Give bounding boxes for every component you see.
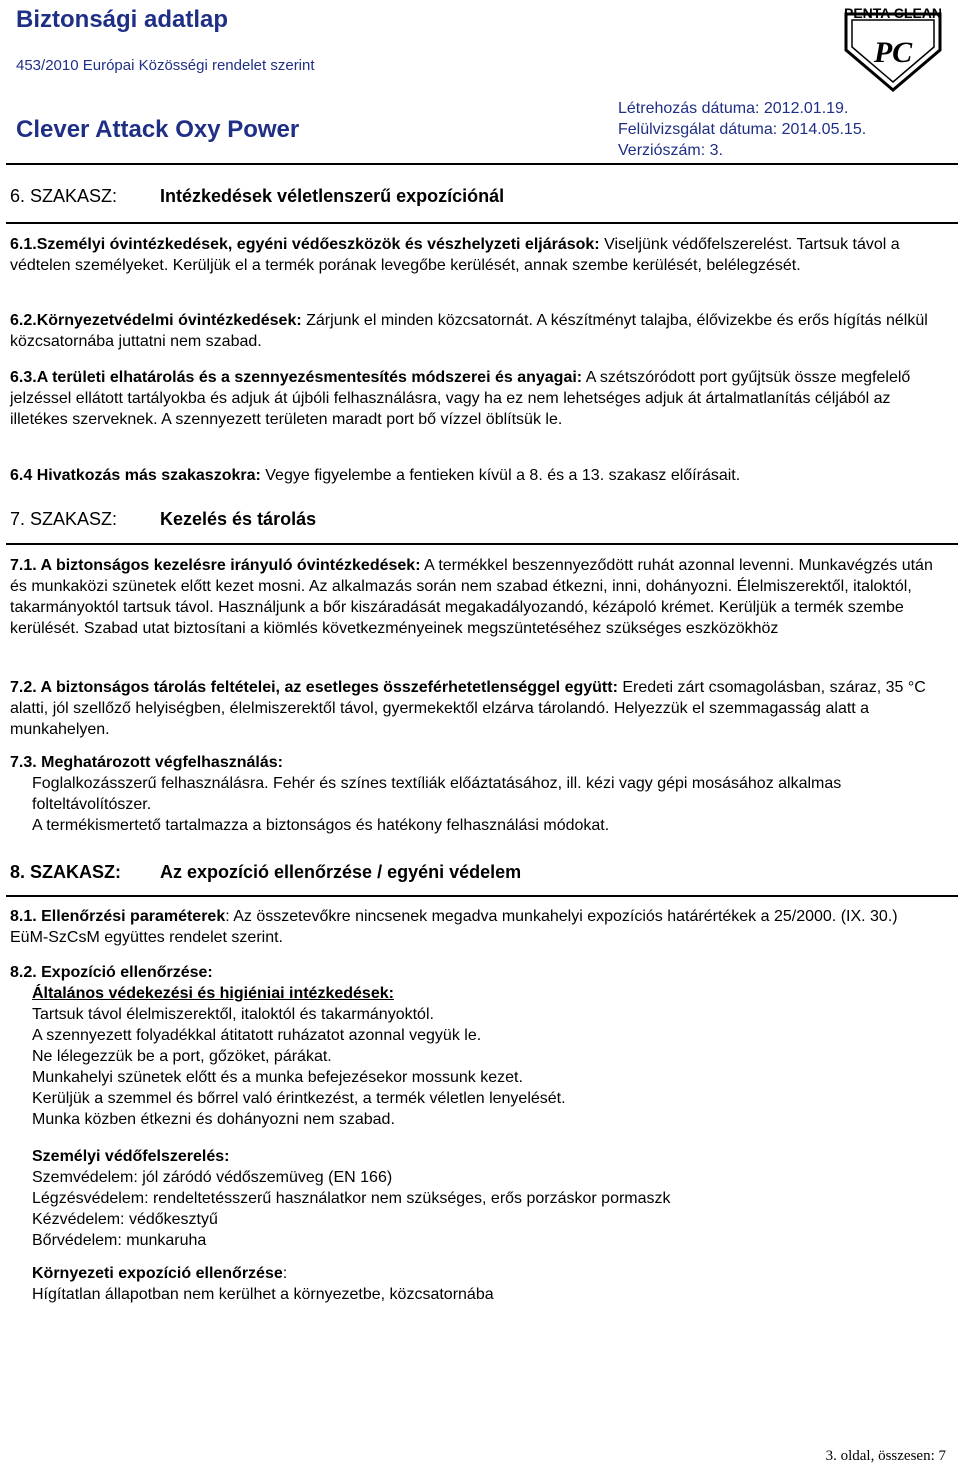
paragraph-7-3-lead: 7.3. Meghatározott végfelhasználás: [10,754,283,771]
created-date: Létrehozás dátuma: 2012.01.19. [618,100,849,117]
ppe-line: Kézvédelem: védőkesztyű [32,1211,218,1228]
paragraph-6-2 [10,310,935,352]
paragraph-7-3 [10,752,935,836]
general-measures-heading: Általános védekezési és higiéniai intézkedések: [32,985,394,1002]
paragraph-7-1-lead: 7.1. A biztonságos kezelésre irányuló óvintézkedések: [10,557,421,574]
svg-text:PC: PC [873,36,913,69]
section-7-divider [6,543,958,545]
paragraph-6-3-text: A szétszóródott port gyűjtsük össze megfelelő jelzéssel ellátott tartályokba és adjuk át újbóli felhasználásra, vagy ha ez nem lehetséges adjuk át ártalmatlanítás céljából az illetékes szerveknek. A szennyezett területen maradt port bő vízzel öblítsük le. [10,369,911,428]
section-6-divider [6,222,958,224]
section-6-title: Intézkedések véletlenszerű expozíciónál [160,186,505,206]
paragraph-6-2-text: Zárjunk el minden közcsatornát. A készítményt talajba, élővizekbe és erős hígítás nélkül közcsatornába juttatni nem szabad. [10,312,928,350]
paragraph-6-4-lead: 6.4 Hivatkozás más szakaszokra: [10,467,261,484]
regulation-text: 453/2010 Európai Közösségi rendelet szerint [16,57,315,74]
penta-clean-logo [838,4,948,94]
paragraph-6-3-lead: 6.3.A területi elhatárolás és a szennyezésmentesítés módszerei és anyagai: [10,369,583,386]
paragraph-8-1 [10,906,935,948]
paragraph-7-3-line: A termékismertető tartalmazza a biztonságos és hatékony felhasználási módokat. [32,817,610,834]
env-exposure-heading-row [10,1263,935,1284]
revised-date: Felülvizsgálat dátuma: 2014.05.15. [618,121,867,138]
page-number: 3. oldal, összesen: 7 [825,1448,946,1464]
section-7-heading [10,509,316,530]
paragraph-7-2 [10,677,935,740]
ppe-line: Bőrvédelem: munkaruha [32,1232,207,1249]
section-6-number: 6. SZAKASZ: [10,186,118,206]
paragraph-7-2-lead: 7.2. A biztonságos tárolás feltételei, az esetleges összeférhetetlenséggel együtt: [10,679,618,696]
general-measure-line: Munkahelyi szünetek előtt és a munka befejezésekor mossunk kezet. [32,1069,523,1086]
document-header [0,0,960,170]
paragraph-7-1-text: A termékkel beszennyeződött ruhát azonnal levenni. Munkavégzés után és munkaközi szünetek előtt kezet mosni. Az alkalmazás során nem szabad étkezni, inni, dohányozni. Élelmiszerektől, italoktól, takarmányoktól tartsuk távol. Használjunk a bőr kiszáradását megakadályozandó, kézápoló krémet. Kerüljük a termék szembe kerülését. Szabad utat biztosítani a kiömlés következményeinek megszüntetéséhez szükséges eszközökhöz [10,557,933,637]
paragraph-7-2-text: Eredeti zárt csomagolásban, száraz, 35 °C alatti, jól szellőző helyiségben, élelmiszerektől távol, gyermekektől elzárva tárolandó. Helyezzük el szemmagasság alatt a munkahelyen. [10,679,926,738]
document-title: Biztonsági adatlap [16,6,229,33]
version-number: Verziószám: 3. [618,142,723,159]
section-8-title: Az expozíció ellenőrzése / egyéni védelem [160,862,522,882]
paragraph-8-1-text: : Az összetevőkre nincsenek megadva munkahelyi expozíciós határértékek a 25/2000. (IX. 30.) EüM-SzCsM együttes rendelet szerint. [10,908,898,946]
paragraph-7-1 [10,555,935,639]
general-measure-line: Ne lélegezzük be a port, gőzöket, párákat. [32,1048,332,1065]
section-6-heading [10,186,504,207]
paragraph-6-1 [10,234,935,276]
ppe-heading: Személyi védőfelszerelés: [32,1148,230,1165]
paragraph-6-2-lead: 6.2.Környezetvédelmi óvintézkedések: [10,312,302,329]
paragraph-8-2-lead: 8.2. Expozíció ellenőrzése: [10,964,213,981]
ppe-line: Szemvédelem: jól záródó védőszemüveg (EN 166) [32,1169,393,1186]
document-meta [618,98,866,161]
section-8-heading [10,862,521,883]
header-divider [6,163,958,165]
paragraph-6-4-text: Vegye figyelembe a fentieken kívül a 8. és a 13. szakasz előírásait. [260,467,741,484]
paragraph-7-3-line: Foglalkozásszerű felhasználásra. Fehér és színes textíliák előáztatásához, ill. kézi vagy gépi mosásához alkalmas folteltávolítószer. [32,775,842,813]
section-8-number: 8. SZAKASZ: [10,862,122,882]
section-8-divider [6,895,958,897]
paragraph-8-1-lead: 8.1. Ellenőrzési paraméterek [10,908,226,925]
paragraph-6-1-lead: 6.1.Személyi óvintézkedések, egyéni védőeszközök és vészhelyzeti eljárások: [10,236,600,253]
general-measure-line: Munka közben étkezni és dohányozni nem szabad. [32,1111,395,1128]
ppe-line: Légzésvédelem: rendeltetésszerű használatkor nem szükséges, erős porzáskor pormaszk [32,1190,671,1207]
paragraph-8-2 [10,962,935,1305]
svg-text:PENTA CLEAN: PENTA CLEAN [844,5,942,21]
section-7-title: Kezelés és tárolás [160,509,317,529]
env-exposure-heading: Környezeti expozíció ellenőrzése [32,1265,283,1282]
paragraph-6-1-text: Viseljünk védőfelszerelést. Tartsuk távol a védtelen személyeket. Kerüljük el a termék porának levegőbe kerülését, annak szembe kerülését, belélegzését. [10,236,900,274]
general-measure-line: Kerüljük a szemmel és bőrrel való érintkezést, a termék véletlen lenyelését. [32,1090,566,1107]
product-name: Clever Attack Oxy Power [16,116,300,143]
paragraph-6-3 [10,367,935,430]
env-exposure-text: Hígítatlan állapotban nem kerülhet a környezetbe, közcsatornába [32,1286,494,1303]
general-measure-line: Tartsuk távol élelmiszerektől, italoktól és takarmányoktól. [32,1006,434,1023]
paragraph-6-4 [10,465,935,486]
env-exposure-colon: : [282,1265,288,1282]
general-measure-line: A szennyezett folyadékkal átitatott ruházatot azonnal vegyük le. [32,1027,482,1044]
section-7-number: 7. SZAKASZ: [10,509,118,529]
